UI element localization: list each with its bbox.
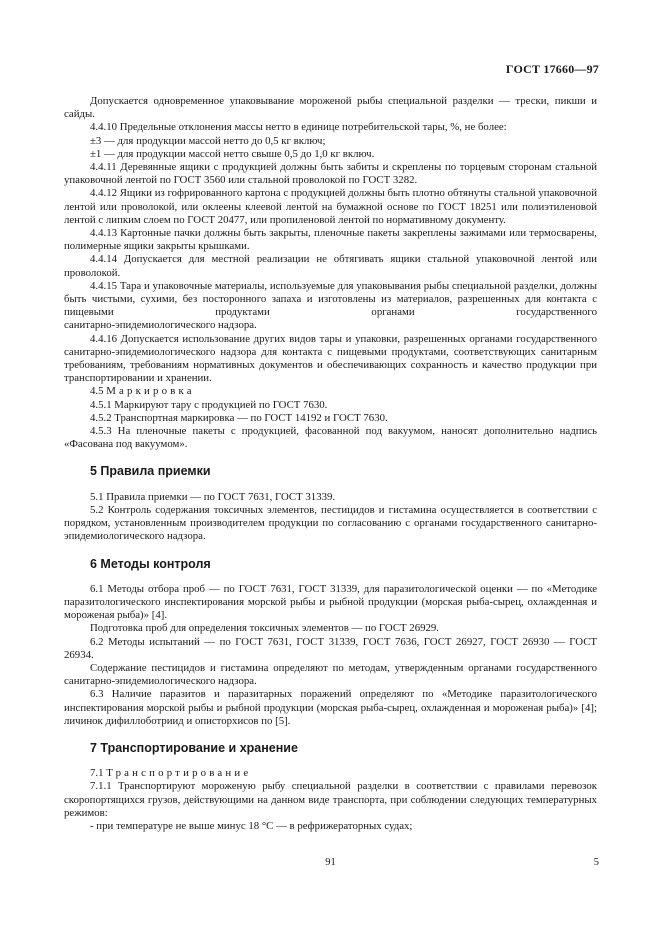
paragraph: 6.3 Наличие паразитов и паразитарных поражений определяют по «Методике паразитологического инспектирования морской рыбы и рыбной продукции (морская рыба-сырец, охлажденная и мороженая рыба)» [4]; личинок дифиллоботриид и описторхисов по [5]. <box>64 688 597 727</box>
subsection-title: Маркировка <box>106 385 195 398</box>
document-header: ГОСТ 17660—97 <box>505 62 599 76</box>
paragraph: санитарно-эпидемиологического надзора. <box>64 319 257 332</box>
document-body <box>64 95 597 833</box>
paragraph: 7.1.1 Транспортируют мороженую рыбу специальной разделки в соответствии с правилами перевозок скоропортящихся грузов, действующими на данном виде транспорта, при соблюдении следующих температурных режимов: <box>64 780 597 819</box>
list-item: ±3 — для продукции массой нетто до 0,5 кг включ; <box>90 134 326 147</box>
subsection-heading <box>64 767 597 780</box>
paragraph: 4.4.13 Картонные пачки должны быть закрыты, пленочные пакеты закреплены зажимами или термосварены, полимерные ящики закрыты крышками. <box>64 227 597 253</box>
paragraph: 5.2 Контроль содержания токсичных элементов, пестицидов и гистамина осуществляется в соответствии с порядком, установленным производителем продукции по согласованию с органами государственного санитарно-эпидемиологического надзора. <box>64 503 597 543</box>
page-number-center: 91 <box>325 857 336 868</box>
paragraph: Допускается одновременное упаковывание мороженой рыбы специальной разделки — трески, пикши и сайды. <box>64 95 597 121</box>
paragraph: 4.4.12 Ящики из гофрированного картона с продукцией должны быть плотно обтянуты стальной упаковочной лентой или проволокой, или оклеены клеевой лентой на бумажной основе по ГОСТ 18251 или полиэтиленовой лентой с липким слоем по ГОСТ 20477, или пропиленовой лентой по нормативному документу. <box>64 187 597 226</box>
paragraph: 4.4.11 Деревянные ящики с продукцией должны быть забиты и скреплены по торцевым сторонам стальной упаковочной лентой по ГОСТ 3560 или стальной проволокой по ГОСТ 3282. <box>64 161 597 187</box>
paragraph: Подготовка проб для определения токсичных элементов — по ГОСТ 26929. <box>90 622 440 635</box>
paragraph: 4.4.15 Тара и упаковочные материалы, используемые для упаковывания рыбы специальной разделки, должны быть чистыми, сухими, без посторонного запаха и изготовлены из материалов, разрешенных для контакта с пищевыми продуктами органами государственного <box>64 279 597 319</box>
subsection-number: 4.5 <box>90 385 107 398</box>
paragraph: Содержание пестицидов и гистамина определяют по методам, утвержденным органами государственного санитарно-эпидемиологического надзора. <box>64 661 597 688</box>
paragraph: 4.5.3 На пленочные пакеты с продукцией, фасованной под вакуумом, наносят дополнительно надпись «Фасована под вакуумом». <box>64 425 597 451</box>
paragraph: 4.5.2 Транспортная маркировка — по ГОСТ 14192 и ГОСТ 7630. <box>90 411 388 424</box>
subsection-title: Транспортирование <box>106 767 252 780</box>
list-item: ±1 — для продукции массой нетто свыше 0,5 до 1,0 кг включ. <box>90 147 375 160</box>
subsection-number: 7.1 <box>90 767 107 780</box>
paragraph: 6.1 Методы отбора проб — по ГОСТ 7631, ГОСТ 31339, для паразитологической оценки — по «Методике паразитологического инспектирования морской рыбы и рыбной продукции (морская рыба-сырец, охлажденная и мороженая рыба)» [4]. <box>64 582 597 622</box>
subsection-heading <box>64 385 597 398</box>
paragraph: 4.4.10 Предельные отклонения массы нетто в единице потребительской тары, %, не более: <box>90 121 507 134</box>
paragraph: 4.5.1 Маркируют тару с продукцией по ГОСТ 7630. <box>90 398 328 411</box>
paragraph: 4.4.16 Допускается использование других видов тары и упаковки, разрешенных органами государственного санитарно-эпидемиологического надзора для контакта с пищевыми продуктами, соответствующих санитарным требованиям, требованиям нормативных документов и обеспечивающих сохранность и качество продукции при транспортировании и хранении. <box>64 332 597 385</box>
list-item: - при температуре не выше минус 18 °С — в рефрижераторных судах; <box>90 819 413 832</box>
section-heading: 6 Методы контроля <box>90 556 211 571</box>
page-number-right: 5 <box>593 857 599 868</box>
section-heading: 5 Правила приемки <box>90 464 211 479</box>
paragraph: 6.2 Методы испытаний — по ГОСТ 7631, ГОСТ 31339, ГОСТ 7636, ГОСТ 26927, ГОСТ 26930 — ГОСТ 26934. <box>64 635 597 661</box>
paragraph: 4.4.14 Допускается для местной реализации не обтягивать ящики стальной упаковочной лентой или проволокой. <box>64 253 597 279</box>
paragraph: 5.1 Правила приемки — по ГОСТ 7631, ГОСТ 31339. <box>90 490 336 503</box>
section-heading: 7 Транспортирование и хранение <box>90 740 298 755</box>
